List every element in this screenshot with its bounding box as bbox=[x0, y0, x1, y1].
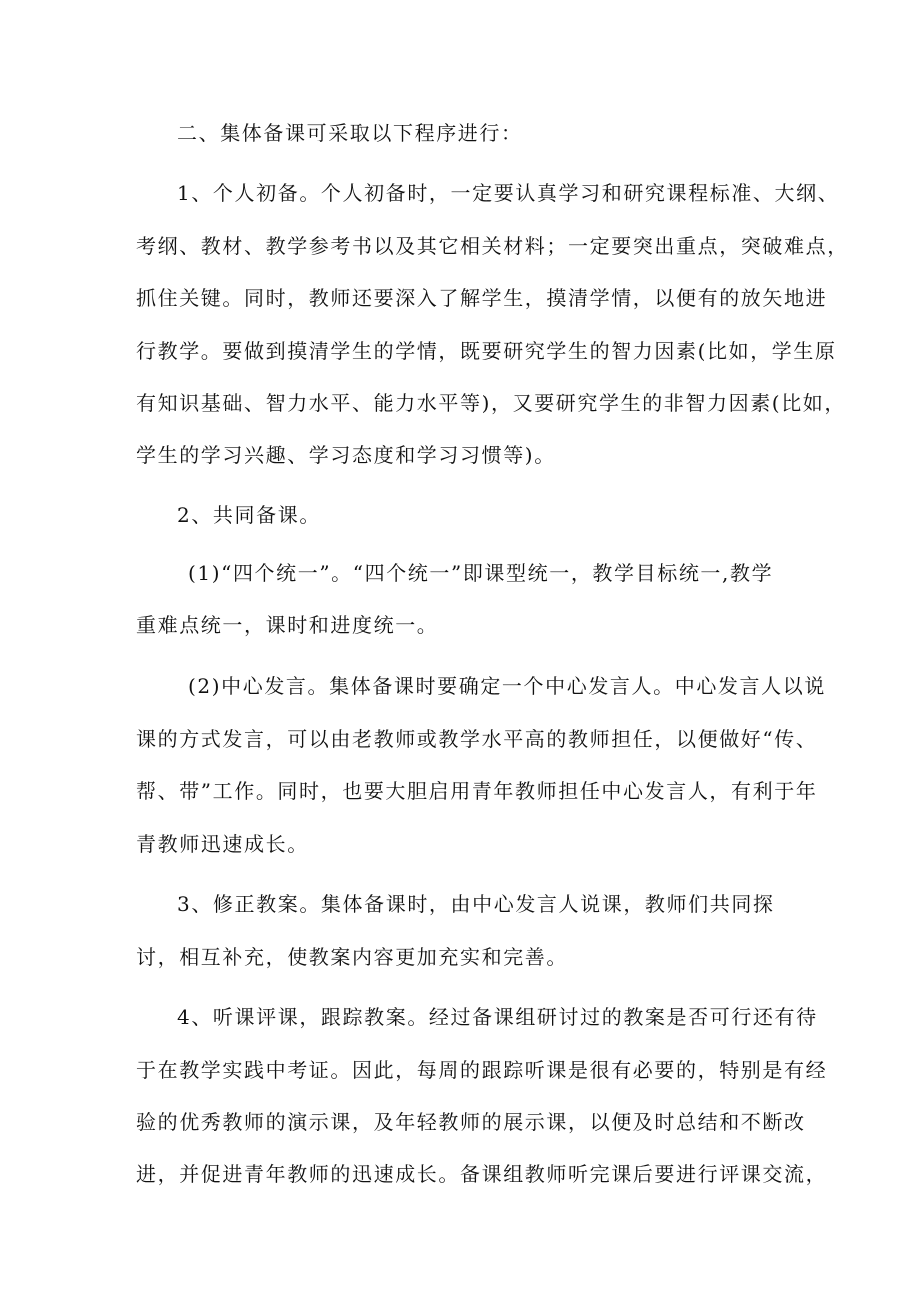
paragraph-6-line-4: 进，并促进青年教师的迅速成长。备课组教师听完课后要进行评课交流， bbox=[136, 1162, 828, 1186]
paragraph-2: 2、共同备课。 bbox=[177, 503, 321, 527]
paragraph-1-line-6: 学生的学习兴趣、学习态度和学习习惯等)。 bbox=[136, 443, 556, 467]
paragraph-5-line-2: 讨，相互补充，使教案内容更加充实和完善。 bbox=[136, 945, 568, 969]
paragraph-4-line-1: (2)中心发言。集体备课时要确定一个中心发言人。中心发言人以说 bbox=[188, 674, 826, 698]
paragraph-1-line-2: 考纲、教材、教学参考书以及其它相关材料；一定要突出重点，突破难点， bbox=[136, 234, 849, 258]
section-heading: 二、集体备课可采取以下程序进行： bbox=[177, 121, 523, 145]
paragraph-3-line-1: (1)“四个统一”。“四个统一”即课型统一，教学目标统一,教学 bbox=[188, 561, 774, 585]
paragraph-6-line-2: 于在教学实践中考证。因此，每周的跟踪听课是很有必要的，特别是有经 bbox=[136, 1058, 828, 1082]
paragraph-6-line-1: 4、听课评课，跟踪教案。经过备课组研讨过的教案是否可行还有待 bbox=[177, 1005, 818, 1029]
paragraph-4-line-3: 帮、带”工作。同时，也要大胆启用青年教师担任中心发言人，有利于年 bbox=[136, 779, 818, 803]
paragraph-3-line-2: 重难点统一，课时和进度统一。 bbox=[136, 613, 439, 637]
paragraph-1-line-5: 有知识基础、智力水平、能力水平等)，又要研究学生的非智力因素(比如， bbox=[136, 391, 847, 415]
paragraph-1-line-1: 1、个人初备。个人初备时，一定要认真学习和研究课程标准、大纲、 bbox=[177, 181, 840, 205]
paragraph-4-line-4: 青教师迅速成长。 bbox=[136, 832, 309, 856]
paragraph-1-line-3: 抓住关键。同时，教师还要深入了解学生，摸清学情，以便有的放矢地进 bbox=[136, 286, 828, 310]
paragraph-5-line-1: 3、修正教案。集体备课时，由中心发言人说课，教师们共同探 bbox=[177, 892, 775, 916]
paragraph-4-line-2: 课的方式发言，可以由老教师或教学水平高的教师担任，以便做好“传、 bbox=[136, 727, 818, 751]
paragraph-6-line-3: 验的优秀教师的演示课，及年轻教师的展示课，以便及时总结和不断改 bbox=[136, 1110, 806, 1134]
paragraph-1-line-4: 行教学。要做到摸清学生的学情，既要研究学生的智力因素(比如，学生原 bbox=[136, 339, 837, 363]
